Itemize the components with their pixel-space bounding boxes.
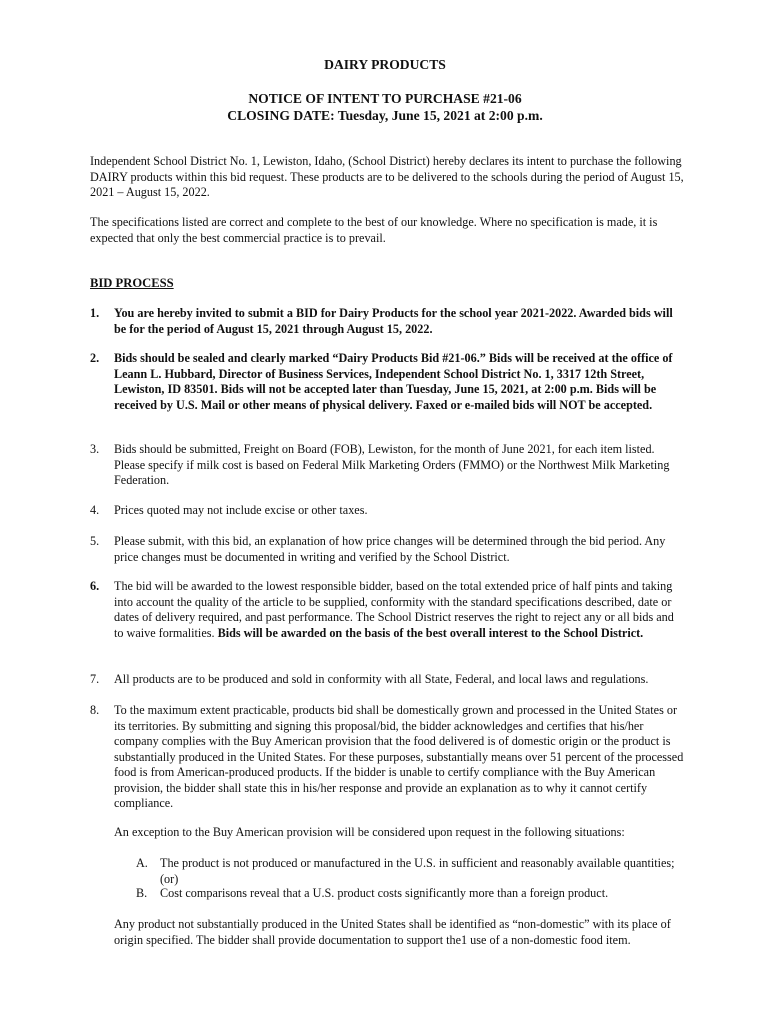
list-item-text: All products are to be produced and sold in conformity with all State, Federal, and local laws and regulations. — [114, 672, 649, 686]
list-item-number: 2. — [90, 351, 100, 365]
closing-date: CLOSING DATE: Tuesday, June 15, 2021 at 2:00 p.m. — [227, 108, 543, 123]
list-item-text: Prices quoted may not include excise or other taxes. — [114, 503, 368, 517]
list-item — [90, 534, 685, 565]
list-item-text: Please submit, with this bid, an explanation of how price changes will be determined through the bid period. Any price changes must be documented in writing and verified by the School District. — [114, 534, 666, 564]
exception-text: The product is not produced or manufactured in the U.S. in sufficient and reasonably available quantities; (or) — [160, 856, 675, 886]
list-item — [90, 503, 685, 519]
intro-paragraph: Independent School District No. 1, Lewiston, Idaho, (School District) hereby declares its intent to purchase the following DAIRY products within this bid request. These products are to be delivered to the schools during the period of August 15, 2021 – August 15, 2022. — [90, 154, 684, 199]
exception-text: Cost comparisons reveal that a U.S. product costs significantly more than a foreign product. — [160, 886, 609, 900]
list-item-number: 8. — [90, 703, 100, 717]
list-item-text: To the maximum extent practicable, products bid shall be domestically grown and processed in the United States or its territories. By submitting and signing this proposal/bid, the bidder acknowledges and certifies that his/her company complies with the Buy American provision that the food delivered is of domestic origin or the product is substantially produced in the United States. For these purposes, substantially means over 51 percent of the processed food is from American-produced products. If the bidder is unable to certify compliance with the Buy American provision, the bidder shall state this in his/her response and provide an explanation as to why it cannot certify compliance. — [114, 703, 684, 810]
list-item-text: Bids should be sealed and clearly marked “Dairy Products Bid #21-06.” Bids will be received at the office of Leann L. Hubbard, Director of Business Services, Independent School District No. 1, 3317 12th Street, Lewiston, ID 83501. Bids will not be accepted later than Tuesday, June 15, 2021, at 2:00 p.m. Bids will be received by U.S. Mail or other means of physical delivery. Faxed or e-mailed bids will NOT be accepted. — [114, 351, 673, 412]
list-item — [90, 306, 685, 337]
list-item-body: The bid will be awarded to the lowest responsible bidder, based on the total extended price of half pints and taking into account the quality of the article to be supplied, conformity with the standard specifications described, date or dates of delivery required, and past performance. The School District reserves the right to reject any or all bids and to waive formalities. — [114, 579, 674, 640]
list-item-text: Bids should be submitted, Freight on Board (FOB), Lewiston, for the month of June 2021, for each item listed. Please specify if milk cost is based on Federal Milk Marketing Orders (FMMO) or the Northwest Milk Marketing Federation. — [114, 442, 670, 487]
list-item-number: 5. — [90, 534, 100, 548]
exception-letter: A. — [136, 856, 148, 870]
exception-item-a — [136, 856, 685, 887]
list-item-number: 1. — [90, 306, 100, 320]
list-item — [90, 579, 685, 641]
exception-item-b — [136, 886, 685, 902]
list-item-text — [114, 579, 685, 641]
list-item — [90, 351, 685, 413]
notice-number: NOTICE OF INTENT TO PURCHASE #21-06 — [248, 91, 522, 106]
exception-intro: An exception to the Buy American provision will be considered upon request in the following situations: — [114, 825, 625, 839]
list-item-number: 7. — [90, 672, 100, 686]
specifications-paragraph: The specifications listed are correct and complete to the best of our knowledge. Where no specification is made, it is expected that only the best commercial practice is to prevail. — [90, 215, 658, 245]
section-title: BID PROCESS — [90, 276, 174, 290]
list-item — [90, 703, 685, 812]
list-item-number: 3. — [90, 442, 100, 456]
list-item-number: 6. — [90, 579, 100, 593]
list-item-emphasis: Bids will be awarded on the basis of the best overall interest to the School District. — [217, 625, 644, 640]
list-item — [90, 442, 685, 489]
document-title: DAIRY PRODUCTS — [324, 57, 446, 72]
list-item-text: You are hereby invited to submit a BID for Dairy Products for the school year 2021-2022. Awarded bids will be for the period of August 15, 2021 through August 15, 2022. — [114, 306, 673, 336]
notice-heading — [0, 90, 770, 124]
exception-letter: B. — [136, 886, 148, 900]
list-item — [90, 672, 685, 688]
non-domestic-paragraph: Any product not substantially produced in the United States shall be identified as “non-domestic” with its place of origin specified. The bidder shall provide documentation to support the1 use of a non-domestic food item. — [114, 917, 671, 947]
list-item-number: 4. — [90, 503, 100, 517]
